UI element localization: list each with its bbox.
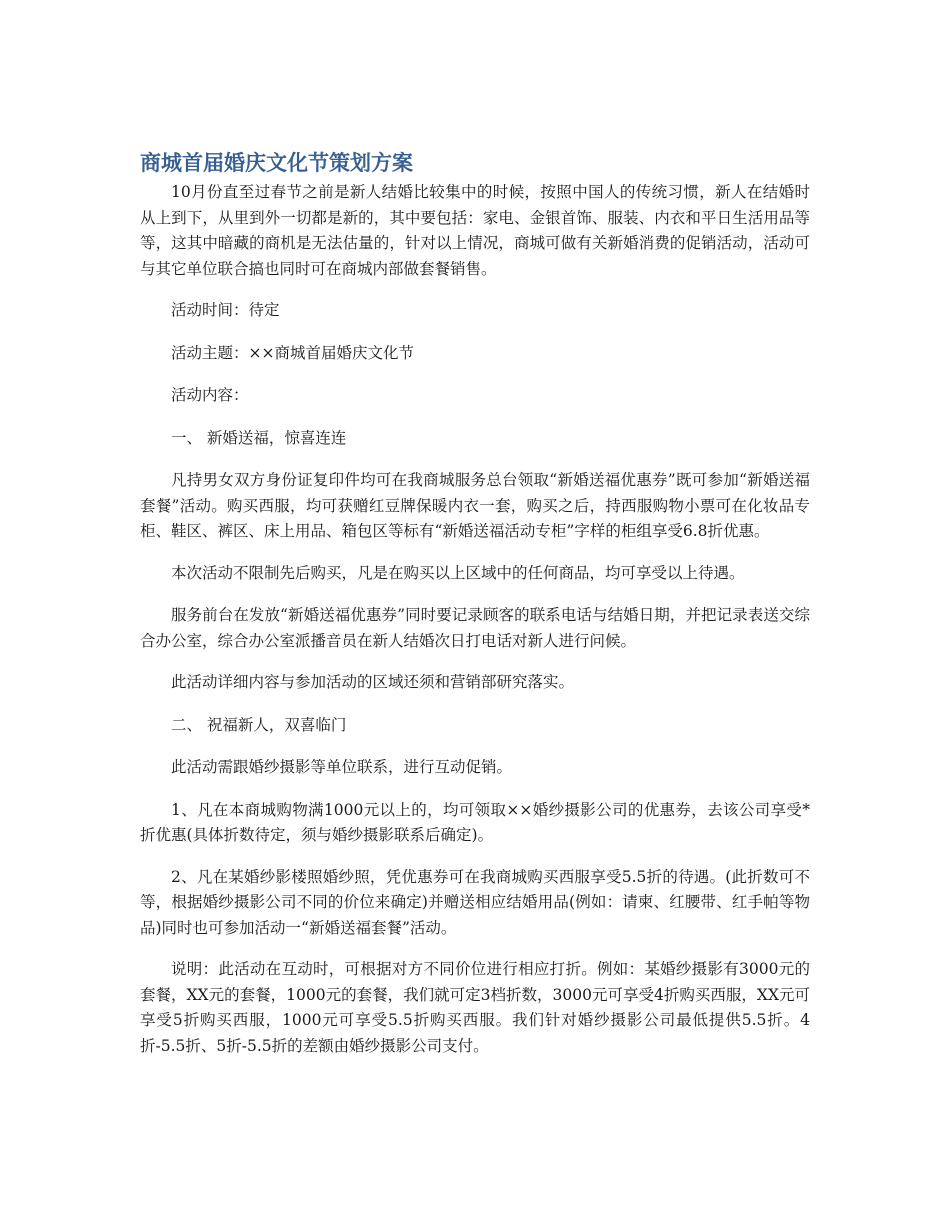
- paragraph-section1-note: 本次活动不限制先后购买，凡是在购买以上区域中的任何商品，均可享受以上待遇。: [171, 563, 745, 582]
- document-title: 商城首届婚庆文化节策划方案: [140, 151, 413, 175]
- section-heading-2: 二、 祝福新人，双喜临门: [171, 715, 347, 734]
- paragraph-activity-theme: 活动主题：××商城首届婚庆文化节: [171, 343, 414, 362]
- paragraph-section2-note: 说明：此活动在互动时，可根据对方不同价位进行相应打折。例如：某婚纱摄影有3000元的套餐，XX元的套餐，1000元的套餐，我们就可定3档折数，3000元可享受4折购买西服，XX元可享受5折购买西服，1000元可享受5.5折购买西服。我们针对婚纱摄影公司最低提供5.5折。4折-5.5折、5折-5.5折的差额由婚纱摄影公司支付。: [140, 960, 810, 1055]
- document-body: [140, 180, 810, 1075]
- paragraph-section2-intro: 此活动需跟婚纱摄影等单位联系，进行互动促销。: [171, 758, 513, 776]
- paragraph-section2-item-1: 1、凡在本商城购物满1000元以上的，均可领取××婚纱摄影公司的优惠券，去该公司享受*折优惠(具体折数待定，须与婚纱摄影联系后确定)。: [140, 800, 810, 844]
- paragraph-intro: 10月份直至过春节之前是新人结婚比较集中的时候，按照中国人的传统习惯，新人在结婚时从上到下，从里到外一切都是新的，其中要包括：家电、金银首饰、服装、内衣和平日生活用品等等，这其中暗藏的商机是无法估量的，针对以上情况，商城可做有关新婚消费的促销活动，活动可与其它单位联合搞也同时可在商城内部做套餐销售。: [140, 183, 810, 278]
- paragraph-section1-followup: 此活动详细内容与参加活动的区域还须和营销部研究落实。: [171, 673, 575, 691]
- paragraph-section1-service: 服务前台在发放“新婚送福优惠券”同时要记录顾客的联系电话与结婚日期，并把记录表送交综合办公室，综合办公室派播音员在新人结婚次日打电话对新人进行问候。: [140, 606, 810, 650]
- paragraph-section1-detail: 凡持男女双方身份证复印件均可在我商城服务总台领取“新婚送福优惠券”既可参加“新婚送福套餐”活动。购买西服，均可获赠红豆牌保暖内衣一套，购买之后，持西服购物小票可在化妆品专柜、鞋区、裤区、床上用品、箱包区等标有“新婚送福活动专柜”字样的柜组享受6.8折优惠。: [140, 471, 810, 540]
- paragraph-activity-content: 活动内容：: [171, 386, 249, 404]
- paragraph-section2-item-2: 2、凡在某婚纱影楼照婚纱照，凭优惠券可在我商城购买西服享受5.5折的待遇。(此折数可不等，根据婚纱摄影公司不同的价位来确定)并赠送相应结婚用品(例如：请柬、红腰带、红手帕等物品)同时也可参加活动一“新婚送福套餐”活动。: [140, 867, 810, 937]
- section-heading-1: 一、 新婚送福，惊喜连连: [171, 428, 347, 447]
- paragraph-activity-time: 活动时间：待定: [171, 301, 280, 319]
